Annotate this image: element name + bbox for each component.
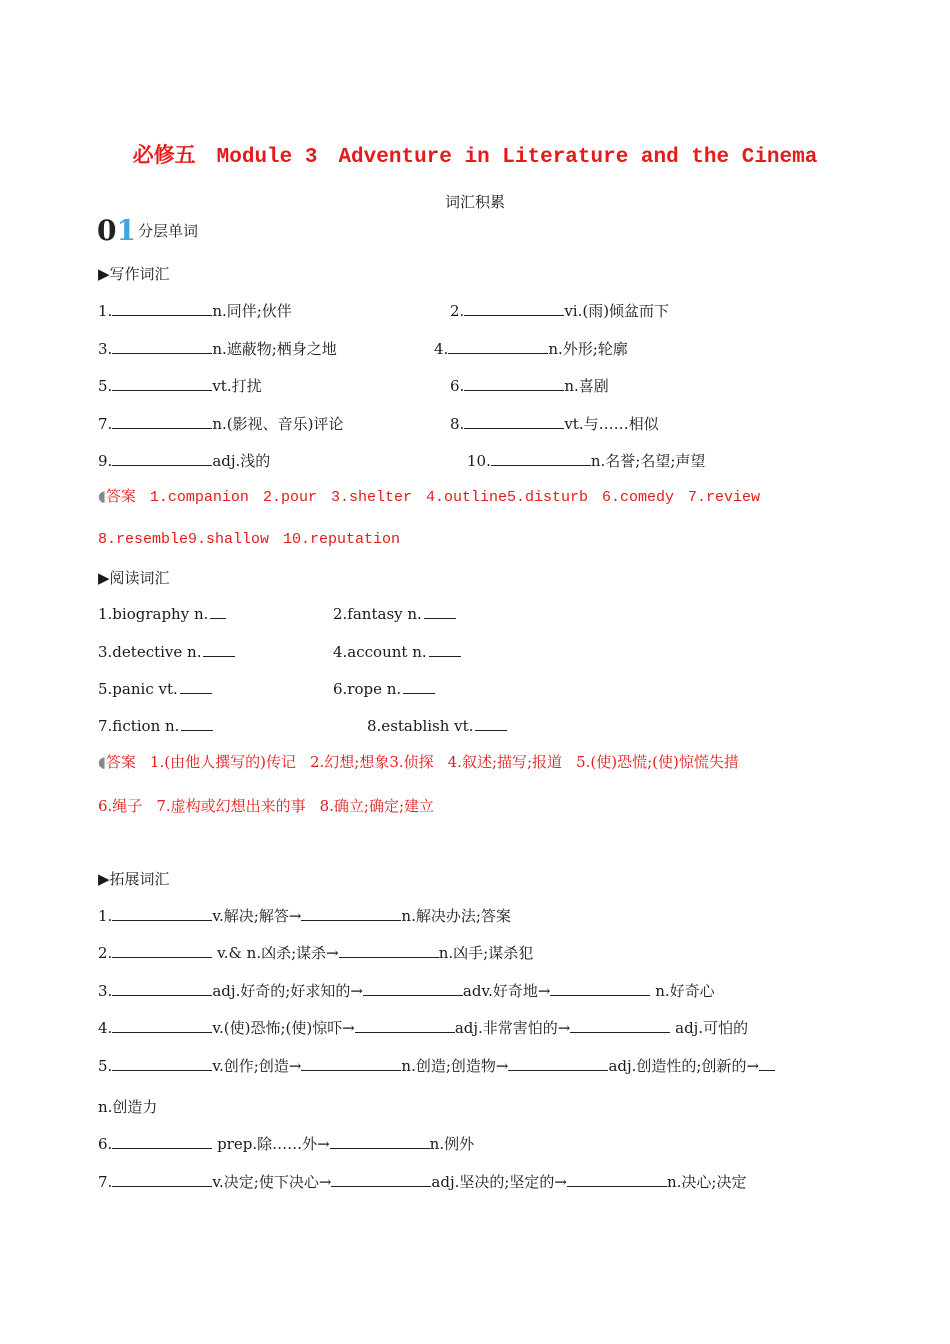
blank[interactable] (112, 981, 212, 996)
section-label: 分层单词 (137, 222, 198, 240)
writing-item-4: 4. n.外形;轮廓 (434, 340, 628, 358)
blank[interactable] (112, 451, 212, 466)
blank[interactable] (112, 1134, 212, 1149)
blank[interactable] (112, 376, 212, 391)
writing-item-5: 5. vt.打扰 (98, 377, 262, 395)
blank[interactable] (464, 376, 564, 391)
writing-item-6: 6. n.喜剧 (450, 377, 609, 395)
expansion-line-1: 1. v.解决;解答→ n.解决办法;答案 (98, 907, 511, 925)
writing-item-1: 1. n.同伴;伙伴 (98, 302, 292, 320)
writing-heading: ▶写作词汇 (98, 265, 170, 283)
section-number-digit-1: 1 (116, 214, 136, 247)
writing-item-3: 3. n.遮蔽物;栖身之地 (98, 340, 337, 358)
reading-item-8: 8.establish vt. (367, 716, 507, 735)
answer-icon: ◖ (98, 487, 106, 505)
expansion-heading: ▶拓展词汇 (98, 870, 170, 888)
blank[interactable] (363, 981, 463, 996)
blank[interactable] (508, 1056, 608, 1071)
expansion-line-7: 7. v.决定;使下决心→ adj.坚决的;坚定的→ n.决心;决定 (98, 1173, 747, 1191)
expansion-line-6: 6. prep.除……外→ n.例外 (98, 1135, 475, 1153)
expansion-line-4: 4. v.(使)恐怖;(使)惊吓→ adj.非常害怕的→ adj.可怕的 (98, 1019, 749, 1037)
blank[interactable] (112, 339, 212, 354)
blank[interactable] (112, 414, 212, 429)
reading-item-3: 3.detective n. (98, 642, 235, 661)
blank[interactable] (112, 1172, 212, 1187)
blank[interactable] (355, 1018, 455, 1033)
blank[interactable] (112, 1018, 212, 1033)
blank[interactable] (491, 451, 591, 466)
blank[interactable] (570, 1018, 670, 1033)
reading-answers-line-1: ◖答案 1.(由他人撰写的)传记 2.幻想;想象3.侦探 4.叙述;描写;报道 5.(使)恐慌;(使)惊慌失措 (98, 753, 739, 771)
blank[interactable] (112, 906, 212, 921)
answer-icon: ◖ (98, 753, 106, 771)
reading-heading: ▶阅读词汇 (98, 569, 170, 587)
page-title: 必修五 Module 3 Adventure in Literature and the Cinema (132, 146, 818, 169)
blank[interactable] (759, 1056, 775, 1071)
writing-answers-line-2: 8.resemble9.shallow 10.reputation (98, 531, 401, 548)
blank[interactable] (403, 679, 435, 694)
blank[interactable] (112, 1056, 212, 1071)
section-header (97, 214, 198, 247)
blank[interactable] (567, 1172, 667, 1187)
blank[interactable] (429, 642, 461, 657)
blank[interactable] (203, 642, 235, 657)
blank[interactable] (181, 716, 213, 731)
writing-item-10: 10. n.名誉;名望;声望 (467, 452, 706, 470)
expansion-line-5: 5. v.创作;创造→ n.创造;创造物→ adj.创造性的;创新的→ (98, 1055, 775, 1076)
reading-item-5: 5.panic vt. (98, 679, 212, 698)
section-number-digit-0: 0 (97, 214, 117, 247)
writing-answers-line-1: ◖答案 1.companion 2.pour 3.shelter 4.outline5.disturb 6.comedy 7.review (98, 487, 761, 506)
reading-item-7: 7.fiction n. (98, 716, 213, 735)
blank[interactable] (448, 339, 548, 354)
blank[interactable] (464, 414, 564, 429)
writing-item-8: 8. vt.与……相似 (450, 415, 659, 433)
writing-item-7: 7. n.(影视、音乐)评论 (98, 415, 344, 433)
blank[interactable] (464, 301, 564, 316)
blank[interactable] (475, 716, 507, 731)
reading-item-1: 1.biography n. (98, 604, 226, 623)
blank[interactable] (180, 679, 212, 694)
expansion-line-2: 2. v.& n.凶杀;谋杀→ n.凶手;谋杀犯 (98, 944, 534, 962)
blank[interactable] (301, 1056, 401, 1071)
blank[interactable] (424, 604, 456, 619)
expansion-line-5-continued: n.创造力 (98, 1098, 158, 1116)
writing-item-9: 9. adj.浅的 (98, 452, 271, 470)
writing-item-2: 2. vi.(雨)倾盆而下 (450, 302, 670, 320)
blank[interactable] (112, 301, 212, 316)
page-subtitle: 词汇积累 (444, 193, 505, 211)
answer-label: 答案 (105, 753, 136, 771)
blank[interactable] (550, 981, 650, 996)
blank[interactable] (331, 1172, 431, 1187)
blank[interactable] (330, 1134, 430, 1149)
blank[interactable] (339, 943, 439, 958)
reading-item-6: 6.rope n. (333, 679, 435, 698)
reading-answers-line-2: 6.绳子 7.虚构或幻想出来的事 8.确立;确定;建立 (98, 797, 435, 815)
blank[interactable] (112, 943, 212, 958)
blank[interactable] (301, 906, 401, 921)
reading-item-4: 4.account n. (333, 642, 461, 661)
blank[interactable] (210, 604, 226, 619)
answer-label: 答案 (105, 487, 136, 505)
reading-item-2: 2.fantasy n. (333, 604, 456, 623)
expansion-line-3: 3. adj.好奇的;好求知的→ adv.好奇地→ n.好奇心 (98, 982, 715, 1000)
